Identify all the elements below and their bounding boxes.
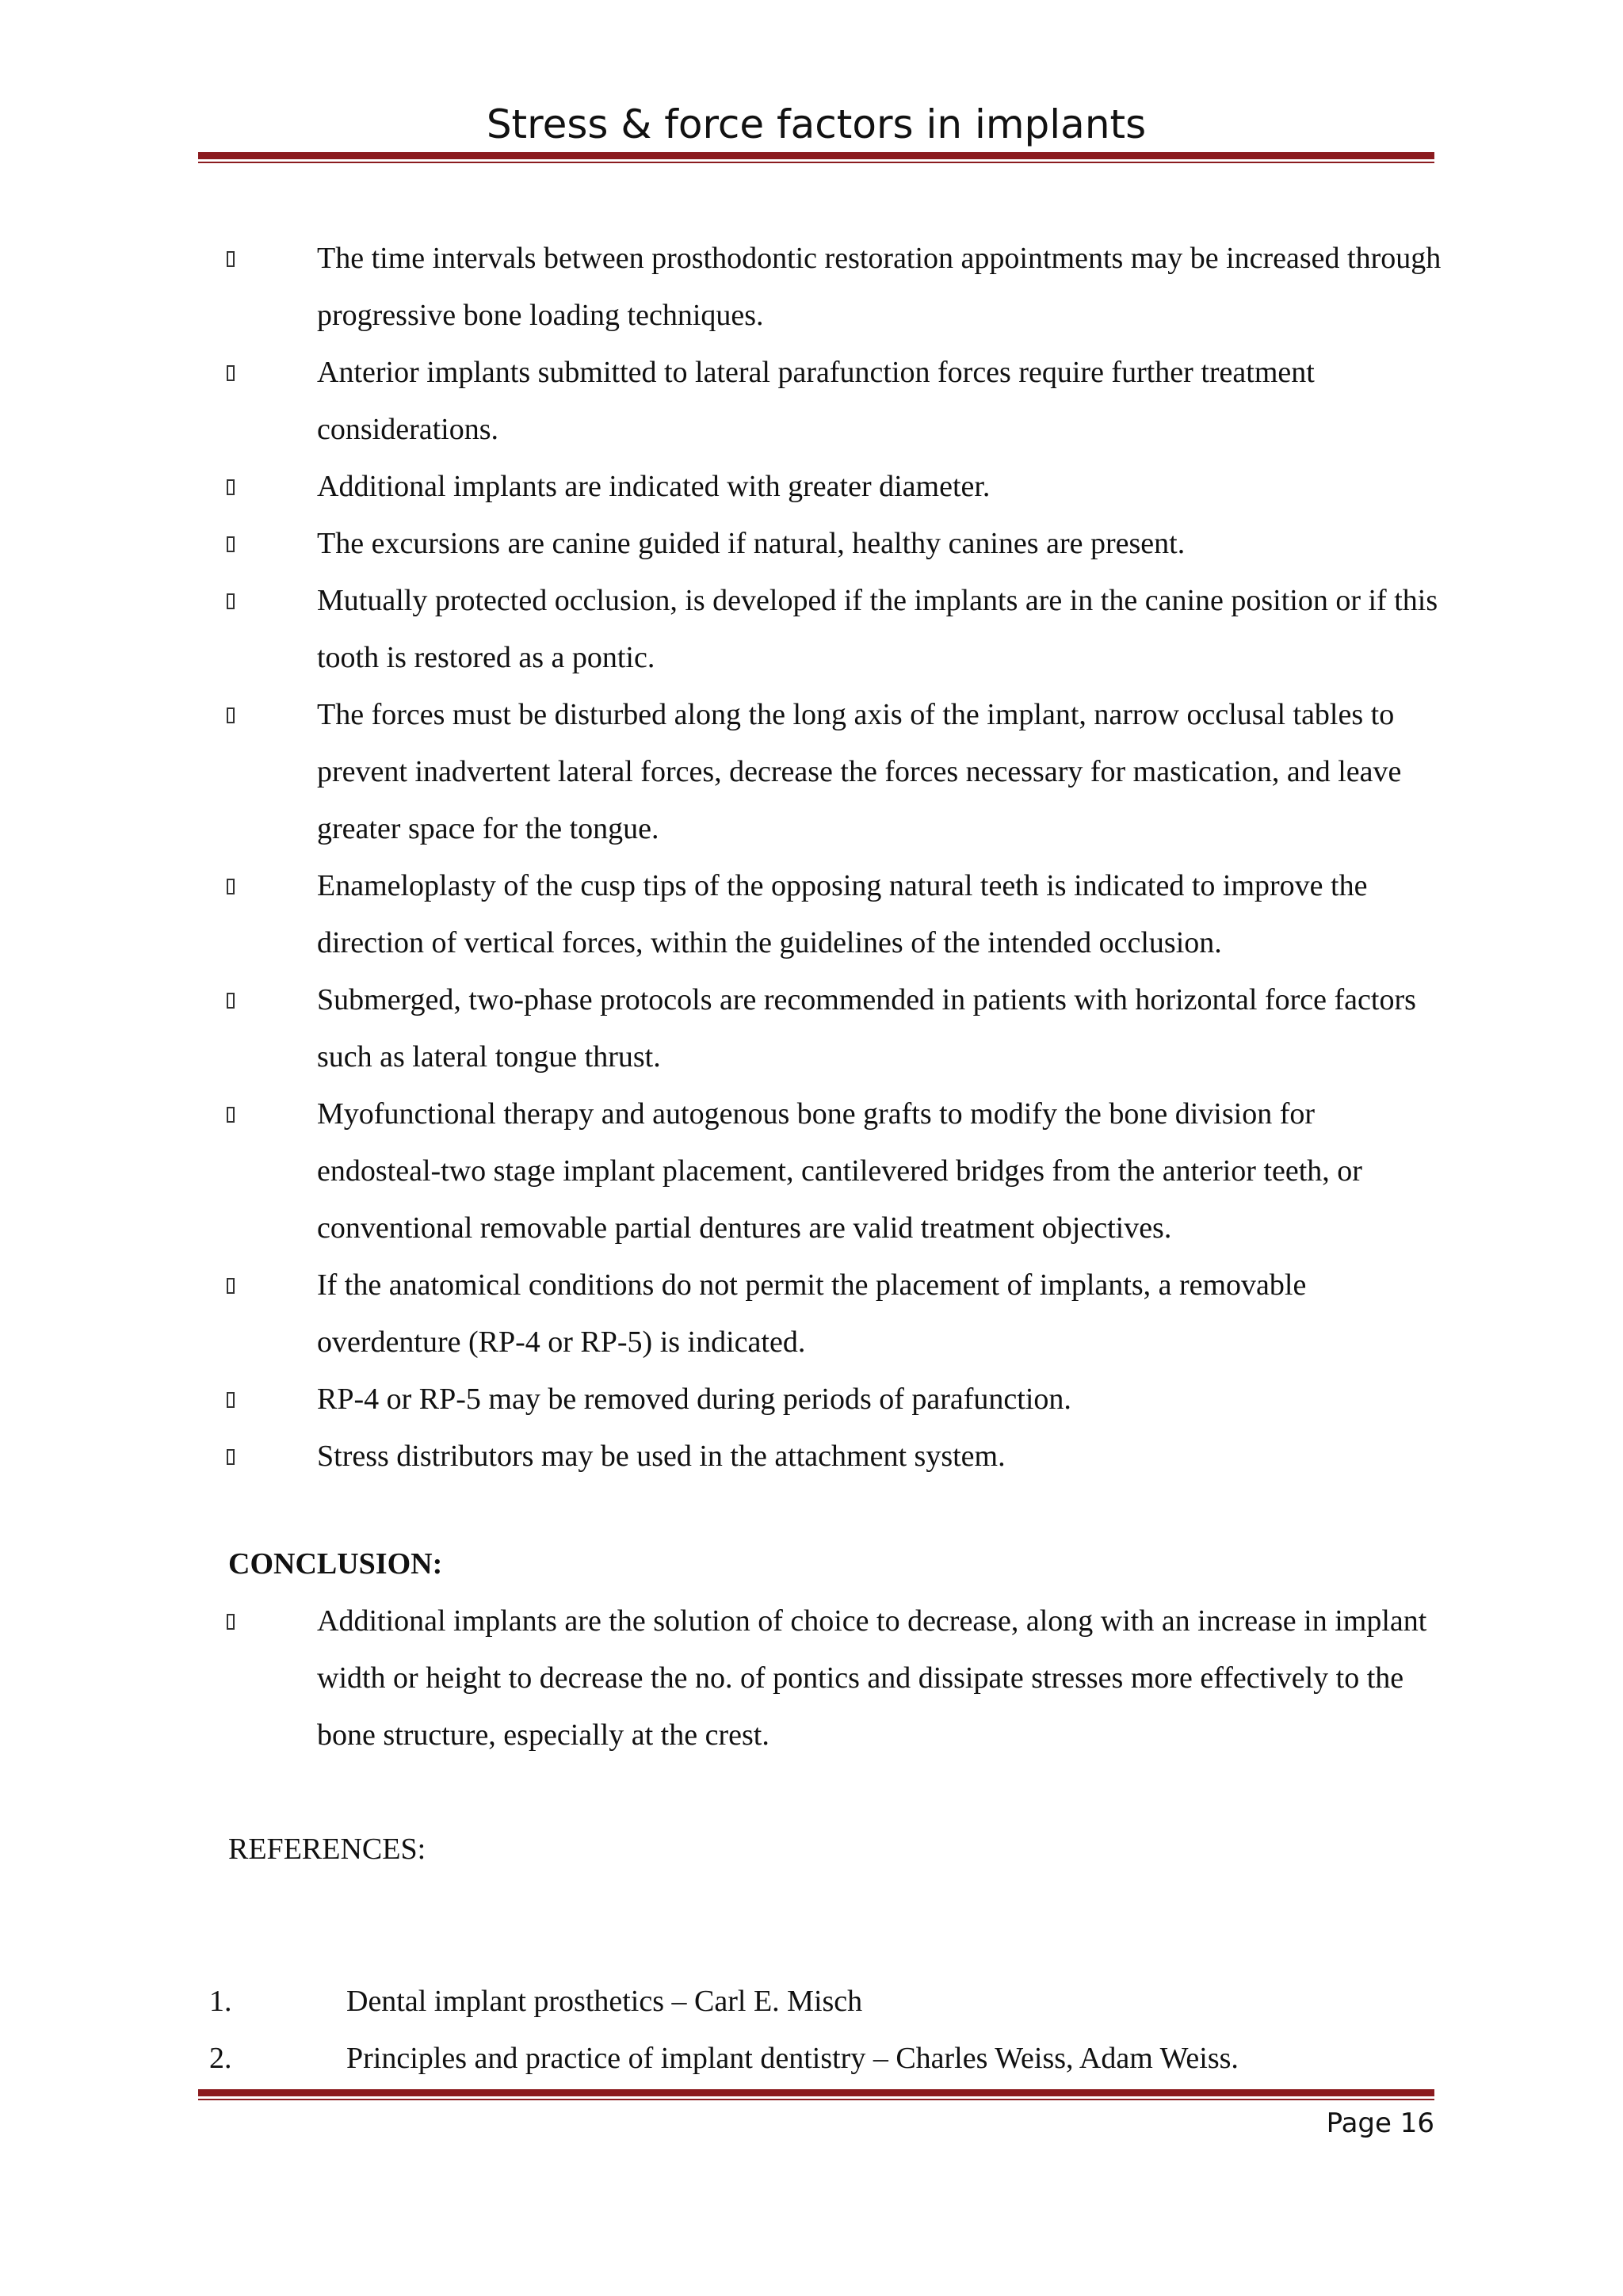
list-item-text: If the anatomical conditions do not permit the placement of implants, a removable overdenture (RP-4 or RP-5) is indicated.	[317, 1268, 1307, 1359]
list-item-text: Enameloplasty of the cusp tips of the opposing natural teeth is indicated to improve the direction of vertical forces, within the guidelines of the intended occlusion.	[317, 869, 1368, 959]
list-item	[0, 1257, 1442, 1371]
list-item-text: The forces must be disturbed along the long axis of the implant, narrow occlusal tables to prevent inadvertent lateral forces, decrease the forces necessary for mastication, and leave greater space for the tongue.	[317, 698, 1402, 845]
list-item	[0, 458, 1442, 515]
list-item	[0, 230, 1442, 344]
bullet-icon	[227, 1371, 238, 1428]
list-item-text: Stress distributors may be used in the attachment system.	[317, 1440, 1006, 1473]
conclusion-heading: CONCLUSION:	[228, 1547, 443, 1581]
list-item-text: The time intervals between prosthodontic restoration appointments may be increased through progressive bone loading techniques.	[317, 242, 1442, 332]
bullet-icon	[227, 857, 238, 914]
conclusion-section	[0, 1535, 1623, 1764]
bullet-icon	[227, 1592, 238, 1650]
list-item-text: RP-4 or RP-5 may be removed during periods of parafunction.	[317, 1383, 1071, 1416]
page-header-title: Stress & force factors in implants	[486, 101, 1147, 147]
reference-text: Dental implant prosthetics – Carl E. Misch	[346, 1985, 863, 2018]
bullet-icon	[227, 971, 238, 1028]
bullet-icon	[227, 344, 238, 401]
list-item	[0, 515, 1442, 572]
list-item-text: Anterior implants submitted to lateral parafunction forces require further treatment considerations.	[317, 356, 1315, 446]
bullet-icon	[227, 230, 238, 287]
reference-number: 2.	[209, 2042, 232, 2075]
list-item	[0, 686, 1442, 857]
bullet-list	[0, 230, 1623, 1485]
list-item	[0, 857, 1442, 971]
list-item	[0, 1085, 1442, 1257]
list-item-text: Additional implants are the solution of choice to decrease, along with an increase in implant width or height to decrease the no. of pontics and dissipate stresses more effectively to the bone structure, especially at the crest.	[317, 1604, 1427, 1752]
list-item	[0, 572, 1442, 686]
bullet-icon	[227, 686, 238, 743]
references-heading: REFERENCES:	[228, 1833, 426, 1866]
footer-rule	[198, 2089, 1434, 2100]
bullet-icon	[227, 572, 238, 629]
list-item-text: Submerged, two-phase protocols are recommended in patients with horizontal force factors such as lateral tongue thrust.	[317, 983, 1416, 1074]
list-item	[0, 1428, 1442, 1485]
header-rule	[198, 152, 1434, 163]
bullet-icon	[227, 515, 238, 572]
bullet-icon	[227, 1257, 238, 1314]
list-item-text: Myofunctional therapy and autogenous bone grafts to modify the bone division for endosteal-two stage implant placement, cantilevered bridges from the anterior teeth, or conventional removable partial dentures are valid treatment objectives.	[317, 1097, 1362, 1245]
reference-item	[0, 2030, 1623, 2087]
reference-text: Principles and practice of implant dentistry – Charles Weiss, Adam Weiss.	[346, 2042, 1239, 2075]
list-item	[0, 971, 1442, 1085]
bullet-icon	[227, 1428, 238, 1485]
reference-list	[0, 1973, 1623, 2087]
list-item-text: Additional implants are indicated with greater diameter.	[317, 470, 991, 503]
page-number: Page 16	[1326, 2107, 1434, 2139]
bullet-icon	[227, 1085, 238, 1142]
list-item	[0, 1371, 1442, 1428]
list-item-text: Mutually protected occlusion, is developed if the implants are in the canine position or if this tooth is restored as a pontic.	[317, 584, 1438, 674]
list-item	[0, 1592, 1442, 1764]
reference-number: 1.	[209, 1985, 232, 2018]
list-item-text: The excursions are canine guided if natural, healthy canines are present.	[317, 527, 1186, 560]
bullet-icon	[227, 458, 238, 515]
reference-item	[0, 1973, 1623, 2030]
list-item	[0, 344, 1442, 458]
